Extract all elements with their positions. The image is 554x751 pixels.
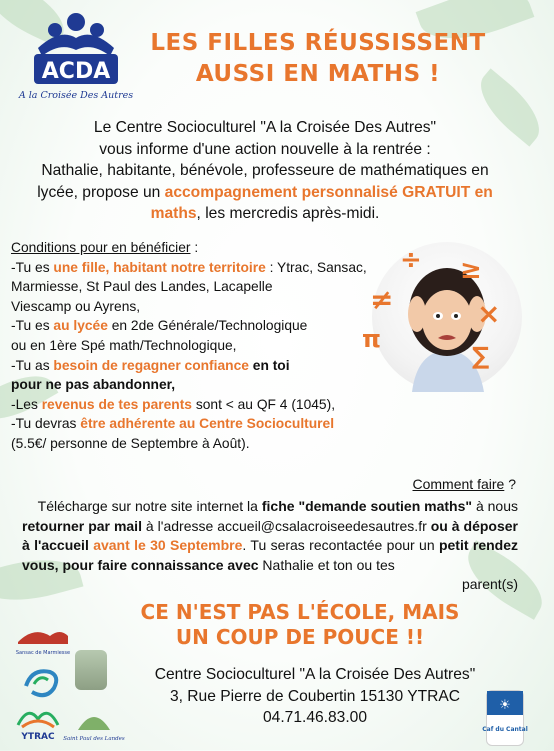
- centre-name: Centre Socioculturel "A la Croisée Des Autres": [154, 666, 476, 683]
- partner-logo-saint-paul: [63, 700, 125, 746]
- how-label-q: ?: [504, 476, 516, 492]
- math-symbol: π: [362, 325, 381, 353]
- partner-label: Sansac de Marmiesse: [15, 650, 71, 656]
- title-line-1: LES FILLES RÉUSSISSENT: [150, 30, 486, 56]
- logo-tagline: A la Croisée Des Autres: [18, 90, 134, 101]
- math-symbol: ×: [477, 297, 501, 330]
- condition-item: ou en 1ère Spé math/Technologique,: [11, 337, 237, 353]
- intro-text-part: lycée, propose un: [37, 183, 165, 201]
- intro-line: Le Centre Socioculturel "A la Croisée Des Autres": [93, 119, 437, 136]
- deadline: avant le 30 Septembre: [88, 537, 243, 554]
- intro-text-part: , les mercredis après-midi.: [196, 205, 380, 222]
- condition-item: Viescamp ou Ayrens,: [11, 298, 141, 314]
- conditions-list: [11, 238, 381, 454]
- title-line-2: AUSSI EN MATHS !: [195, 61, 441, 87]
- partner-label: Caf du Cantal: [482, 726, 528, 733]
- email-address: à l'adresse accueil@csalacroiseedesautres.fr: [141, 517, 431, 534]
- slogan-line-1: CE N'EST PAS L'ÉCOLE, MAIS: [140, 600, 460, 624]
- text: en 2de Générale/Technologique: [107, 318, 308, 334]
- text: : Ytrac, Sansac,: [265, 259, 367, 275]
- bold-text: retourner par mail: [22, 517, 142, 534]
- condition-item: [11, 316, 381, 336]
- text: . Tu seras recontactée pour un: [242, 537, 439, 554]
- text: Nathalie et ton ou tes: [258, 556, 395, 573]
- math-symbol: ≠: [370, 283, 394, 316]
- highlight-text: accompagnement personnalisé GRATUIT en: [164, 183, 493, 201]
- intro-line: [0, 182, 530, 204]
- intro-line: Nathalie, habitante, bénévole, professeure de mathématiques en: [41, 162, 489, 179]
- centre-address: 3, Rue Pierre de Coubertin 15130 YTRAC: [169, 687, 461, 705]
- condition-item: [11, 356, 381, 376]
- instructions-paragraph: [22, 497, 518, 575]
- slogan: [100, 600, 500, 650]
- condition-item: pour ne pas abandonner,: [11, 377, 176, 393]
- condition-item: [11, 395, 381, 415]
- intro-line: vous informe d'une action nouvelle à la rentrée :: [99, 140, 431, 158]
- highlight-text: revenus de tes parents: [41, 396, 192, 412]
- partner-label: Saint Paul des Landes: [63, 736, 125, 742]
- math-symbol: ∑: [472, 342, 490, 370]
- highlight-text: être adhérente au Centre Socioculturel: [80, 416, 335, 432]
- text: sont < au QF 4 (1045),: [192, 396, 336, 412]
- partner-logo-caf: [482, 690, 528, 746]
- acda-logo: [18, 8, 134, 104]
- partner-logo-swirl: [20, 662, 64, 704]
- text: -Tu es: [11, 259, 54, 275]
- partner-label: YTRAC: [21, 732, 55, 742]
- how-label-text: Comment faire: [412, 476, 505, 492]
- text: à nous: [472, 498, 518, 514]
- heading-text: Conditions pour en bénéficier: [11, 240, 191, 255]
- intro-text: [0, 117, 530, 225]
- highlight-text: une fille, habitant notre territoire: [53, 259, 266, 275]
- text: Télécharge sur notre site internet la: [37, 498, 262, 514]
- highlight-text: maths: [150, 205, 197, 222]
- condition-item: (5.5€/ personne de Septembre à Août).: [11, 435, 250, 451]
- condition-item: Marmiesse, St Paul des Landes, Lacapelle: [11, 279, 273, 295]
- text: -Tu es: [11, 318, 54, 334]
- instructions-end: parent(s): [461, 576, 518, 593]
- intro-line: [0, 203, 530, 225]
- form-name: fiche "demande soutien maths": [261, 498, 473, 514]
- highlight-text: au lycée: [53, 318, 108, 334]
- slogan-line-2: UN COUP DE POUCE !!: [175, 625, 425, 649]
- centre-phone: 04.71.46.83.00: [262, 709, 368, 726]
- bold-text: petit rendez vous, pour faire connaissance avec: [22, 537, 518, 573]
- how-label: [413, 476, 517, 492]
- instructions-text: [22, 497, 518, 595]
- partner-photo: [75, 650, 107, 690]
- logo-acronym: ACDA: [41, 59, 111, 84]
- highlight-text: besoin de regagner confiance: [53, 357, 249, 373]
- bold-text: en toi: [248, 357, 290, 373]
- text: -Tu devras: [11, 416, 81, 432]
- contact-footer: [110, 664, 520, 729]
- bold-text: ou à déposer à l'accueil: [22, 517, 518, 554]
- text: -Les: [11, 396, 42, 412]
- partner-logo-ytrac: [12, 703, 64, 743]
- condition-item: [11, 258, 381, 278]
- text: -Tu as: [11, 357, 54, 373]
- condition-item: [11, 414, 381, 434]
- heading-colon: :: [190, 240, 199, 255]
- math-symbol: ÷: [400, 245, 422, 275]
- conditions-heading: [11, 238, 381, 258]
- math-symbol: ≥: [460, 255, 482, 285]
- page-title: [118, 28, 518, 90]
- svg-text:☀: ☀: [499, 698, 511, 713]
- partner-logo-sansac: [14, 622, 72, 658]
